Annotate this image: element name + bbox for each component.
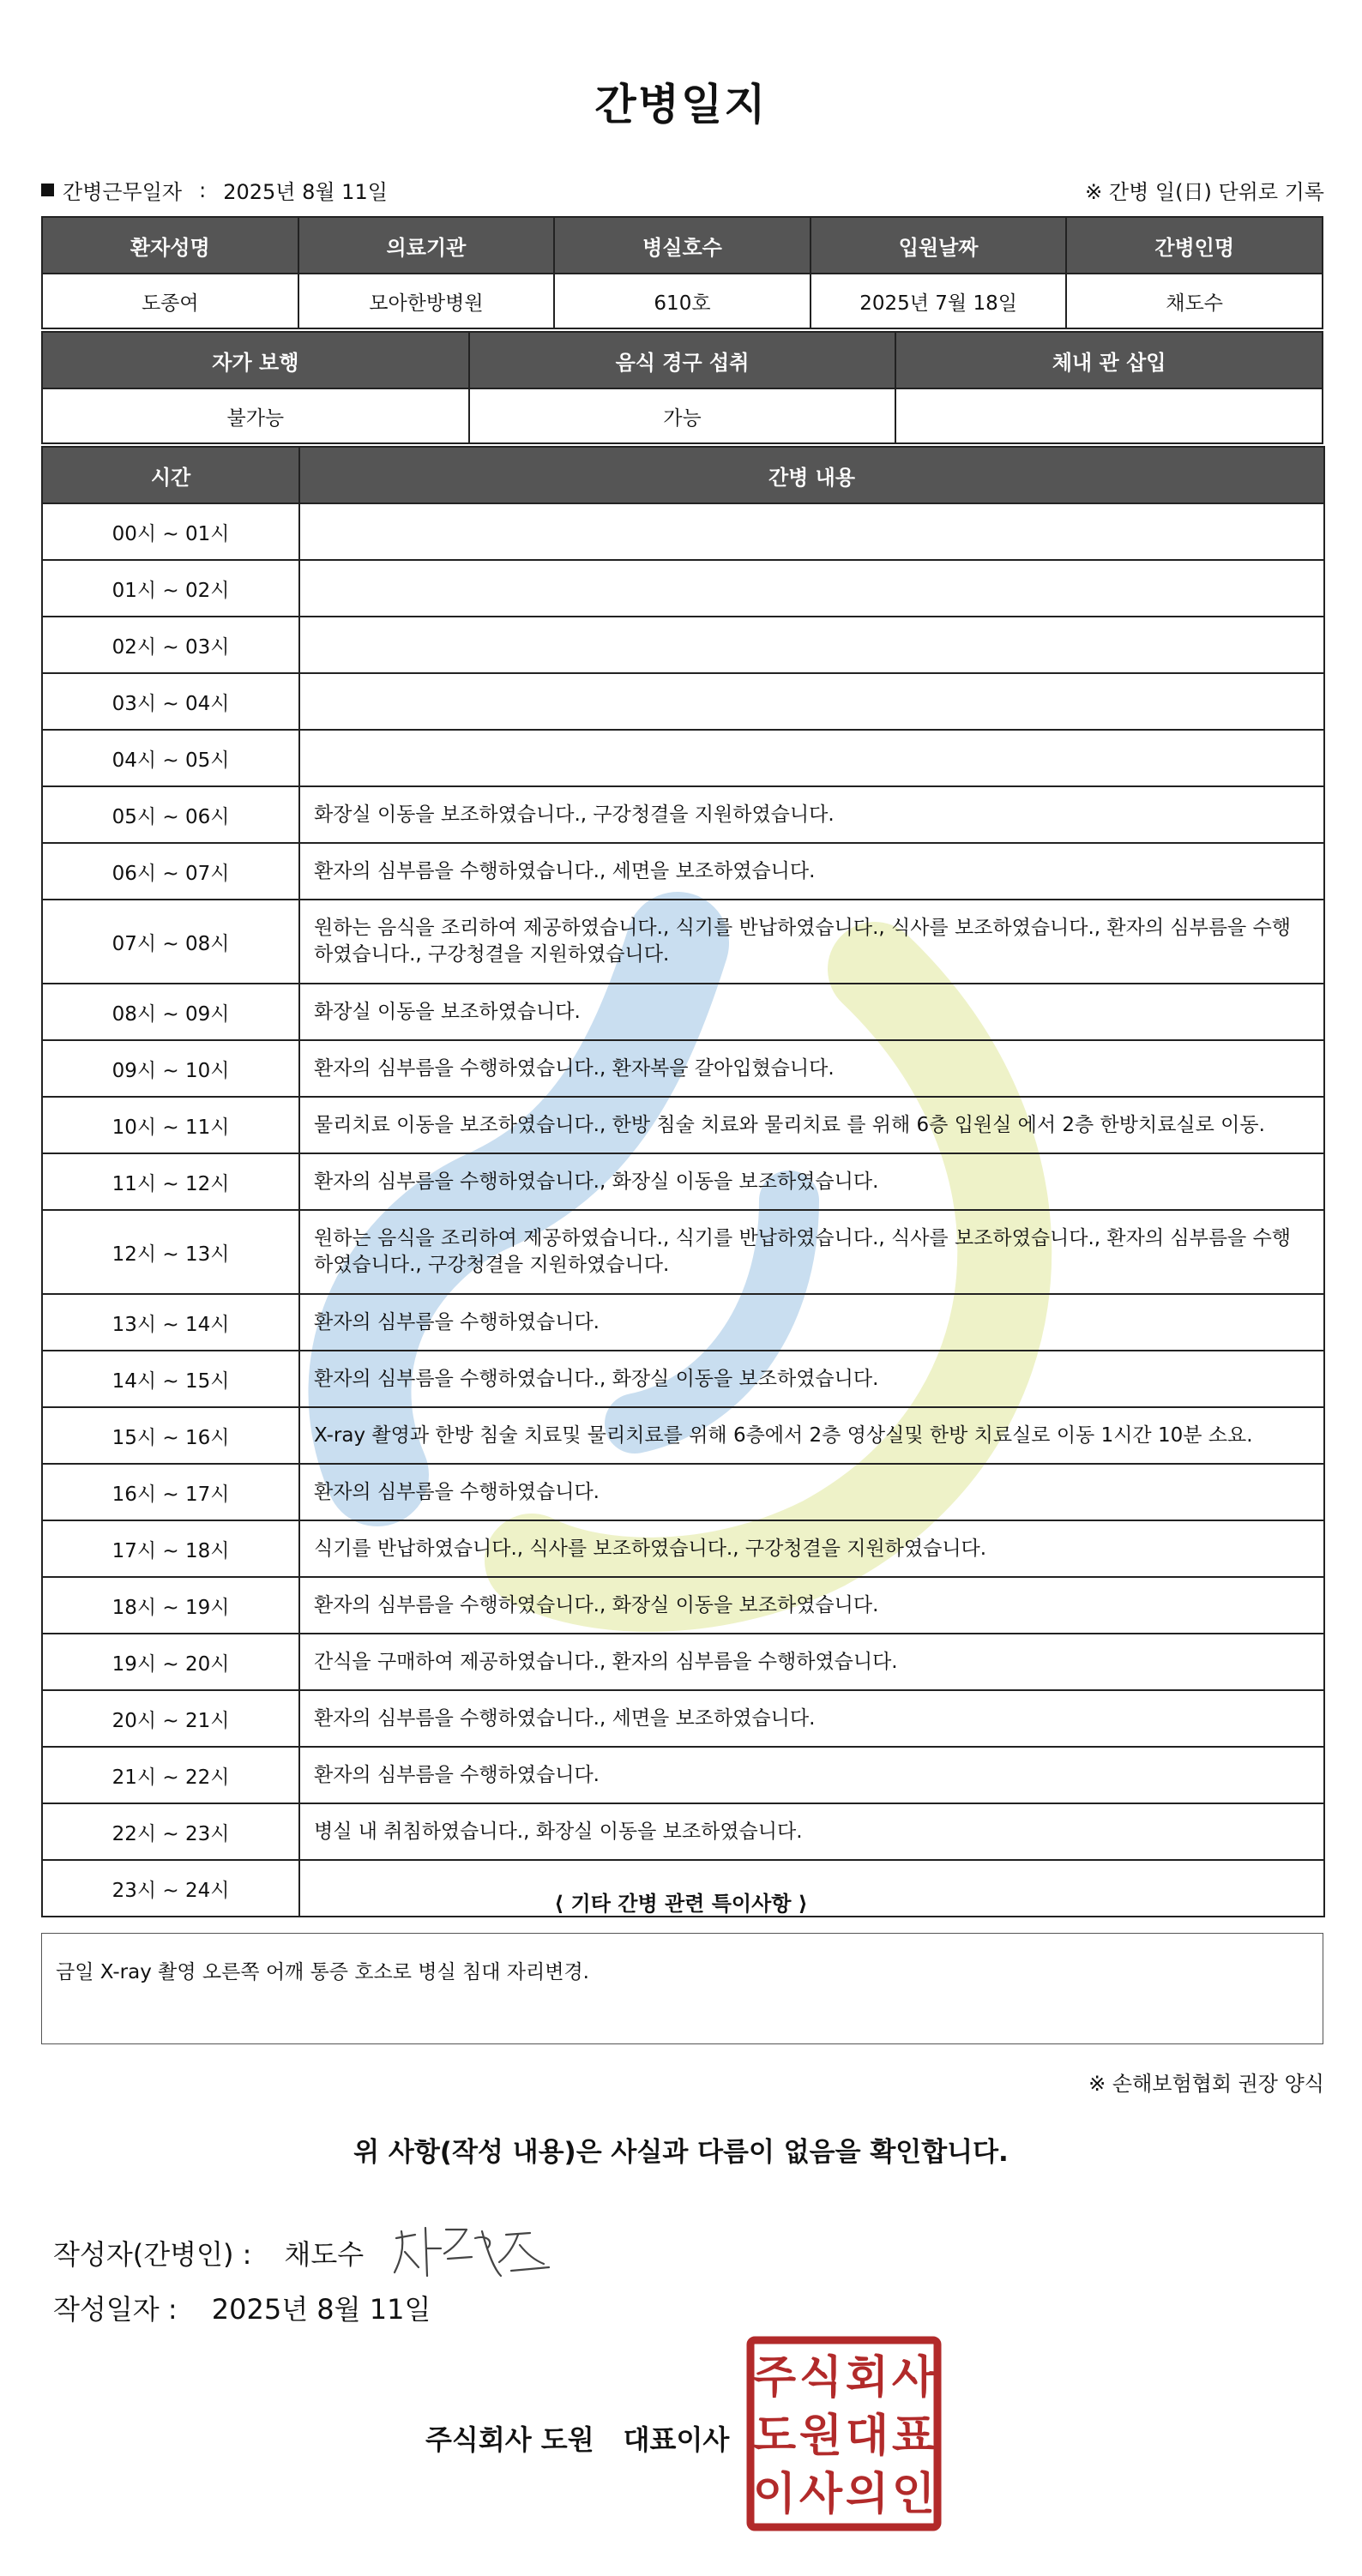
- table-row: [42, 1464, 1324, 1520]
- written-date-row: [53, 2288, 431, 2327]
- author-name: 채도수: [284, 2238, 365, 2271]
- seal-char: 사: [891, 2352, 936, 2404]
- time-cell: 09시 ~ 10시: [42, 1040, 299, 1097]
- table-row: [42, 843, 1324, 900]
- table-row: [42, 1634, 1324, 1690]
- patient-status-table: [41, 331, 1323, 444]
- seal-char: 사: [799, 2469, 843, 2520]
- time-cell: 13시 ~ 14시: [42, 1294, 299, 1351]
- time-cell: 22시 ~ 23시: [42, 1803, 299, 1860]
- company-name: 주식회사 도원: [425, 2423, 594, 2456]
- table-row: [42, 730, 1324, 786]
- work-date-separator: :: [199, 178, 207, 202]
- time-cell: 20시 ~ 21시: [42, 1690, 299, 1747]
- author-row: [53, 2223, 556, 2283]
- care-content-cell: 환자의 심부름을 수행하였습니다., 세면을 보조하였습니다.: [299, 1690, 1324, 1747]
- time-cell: 00시 ~ 01시: [42, 503, 299, 560]
- time-cell: 21시 ~ 22시: [42, 1747, 299, 1803]
- care-content-cell: [299, 503, 1324, 560]
- care-content-cell: 간식을 구매하여 제공하였습니다., 환자의 심부름을 수행하였습니다.: [299, 1634, 1324, 1690]
- time-cell: 03시 ~ 04시: [42, 673, 299, 730]
- care-content-cell: 식기를 반납하였습니다., 식사를 보조하였습니다., 구강청결을 지원하였습니다.: [299, 1520, 1324, 1577]
- seal-char: 의: [845, 2469, 889, 2520]
- tube-insertion-value: [895, 388, 1323, 443]
- form-source-note: ※ 손해보험협회 권장 양식: [1088, 2072, 1324, 2096]
- seal-char: 대: [845, 2410, 889, 2462]
- time-cell: 23시 ~ 24시: [42, 1860, 299, 1917]
- time-cell: 05시 ~ 06시: [42, 786, 299, 843]
- time-cell: 10시 ~ 11시: [42, 1097, 299, 1153]
- time-cell: 02시 ~ 03시: [42, 617, 299, 673]
- care-content-cell: 환자의 심부름을 수행하였습니다.: [299, 1464, 1324, 1520]
- header-patient-name: 환자성명: [42, 217, 298, 274]
- notes-title: ⟨ 기타 간병 관련 특이사항 ⟩: [554, 1892, 808, 1916]
- care-content-cell: [299, 730, 1324, 786]
- table-row: [42, 1520, 1324, 1577]
- seal-char: 이: [752, 2469, 797, 2520]
- unit-note: ※ 간병 일(日) 단위로 기록: [1085, 180, 1324, 204]
- self-walking-value: 불가능: [42, 388, 469, 443]
- table-row: [42, 1294, 1324, 1351]
- table-header-row: [42, 332, 1323, 388]
- page-title: 간병일지: [594, 80, 768, 129]
- patient-info-table: [41, 216, 1323, 329]
- company-title: 대표이사: [623, 2423, 730, 2456]
- time-cell: 07시 ~ 08시: [42, 900, 299, 984]
- table-row: [42, 1747, 1324, 1803]
- time-cell: 19시 ~ 20시: [42, 1634, 299, 1690]
- care-content-cell: X-ray 촬영과 한방 침술 치료및 물리치료를 위해 6층에서 2층 영상실및 한방 치료실로 이동 1시간 10분 소요.: [299, 1407, 1324, 1464]
- seal-char: 도: [752, 2410, 797, 2462]
- care-content-cell: 환자의 심부름을 수행하였습니다.: [299, 1747, 1324, 1803]
- seal-char: 인: [891, 2469, 936, 2520]
- confirmation-statement: 위 사항(작성 내용)은 사실과 다름이 없음을 확인합니다.: [353, 2137, 1009, 2168]
- time-cell: 15시 ~ 16시: [42, 1407, 299, 1464]
- seal-char: 회: [845, 2352, 889, 2404]
- patient-name: 도종여: [42, 274, 298, 328]
- seal-char: 표: [891, 2410, 936, 2462]
- work-date-row: [41, 175, 388, 205]
- time-cell: 14시 ~ 15시: [42, 1351, 299, 1407]
- table-row: [42, 1351, 1324, 1407]
- oral-intake-value: 가능: [469, 388, 896, 443]
- care-content-cell: 원하는 음식을 조리하여 제공하였습니다., 식기를 반납하였습니다., 식사를 보조하였습니다., 환자의 심부름을 수행하였습니다., 구강청결을 지원하였습니다.: [299, 900, 1324, 984]
- seal-char: 주: [752, 2352, 797, 2404]
- header-room-number: 병실호수: [554, 217, 811, 274]
- header-admission-date: 입원날짜: [811, 217, 1067, 274]
- time-cell: 16시 ~ 17시: [42, 1464, 299, 1520]
- table-header-row: [42, 217, 1323, 274]
- table-row: [42, 1210, 1324, 1294]
- table-row: [42, 1577, 1324, 1634]
- signature-icon: [393, 2223, 556, 2283]
- table-row: [42, 1690, 1324, 1747]
- table-row: [42, 1153, 1324, 1210]
- header-self-walking: 자가 보행: [42, 332, 469, 388]
- time-cell: 12시 ~ 13시: [42, 1210, 299, 1294]
- care-content-cell: 환자의 심부름을 수행하였습니다., 세면을 보조하였습니다.: [299, 843, 1324, 900]
- table-row: [42, 900, 1324, 984]
- care-content-cell: 환자의 심부름을 수행하였습니다., 화장실 이동을 보조하였습니다.: [299, 1577, 1324, 1634]
- time-cell: 11시 ~ 12시: [42, 1153, 299, 1210]
- table-header-row: [42, 447, 1324, 503]
- table-row: [42, 388, 1323, 443]
- care-content-cell: 병실 내 취침하였습니다., 화장실 이동을 보조하였습니다.: [299, 1803, 1324, 1860]
- table-row: [42, 786, 1324, 843]
- header-hospital: 의료기관: [298, 217, 555, 274]
- company-seal-stamp-icon: [746, 2336, 942, 2531]
- table-row: [42, 673, 1324, 730]
- bullet-square-icon: [41, 184, 54, 196]
- seal-char: 원: [799, 2410, 843, 2462]
- table-row: [42, 617, 1324, 673]
- written-date-value: 2025년 8월 11일: [211, 2293, 431, 2326]
- author-label: 작성자(간병인) :: [53, 2238, 252, 2271]
- written-date-label: 작성일자 :: [53, 2293, 178, 2326]
- time-cell: 17시 ~ 18시: [42, 1520, 299, 1577]
- care-content-cell: [299, 673, 1324, 730]
- caregiver-name: 채도수: [1066, 274, 1323, 328]
- time-cell: 04시 ~ 05시: [42, 730, 299, 786]
- table-row: [42, 503, 1324, 560]
- care-content-cell: 환자의 심부름을 수행하였습니다., 화장실 이동을 보조하였습니다.: [299, 1153, 1324, 1210]
- care-content-cell: 환자의 심부름을 수행하였습니다., 환자복을 갈아입혔습니다.: [299, 1040, 1324, 1097]
- care-content-cell: 화장실 이동을 보조하였습니다.: [299, 984, 1324, 1040]
- time-cell: 01시 ~ 02시: [42, 560, 299, 617]
- care-content-cell: 환자의 심부름을 수행하였습니다., 화장실 이동을 보조하였습니다.: [299, 1351, 1324, 1407]
- table-row: [42, 1407, 1324, 1464]
- hospital-name: 모아한방병원: [298, 274, 555, 328]
- time-cell: 18시 ~ 19시: [42, 1577, 299, 1634]
- care-content-cell: 원하는 음식을 조리하여 제공하였습니다., 식기를 반납하였습니다., 식사를 보조하였습니다., 환자의 심부름을 수행하였습니다., 구강청결을 지원하였습니다.: [299, 1210, 1324, 1294]
- notes-box: 금일 X-ray 촬영 오른쪽 어깨 통증 호소로 병실 침대 자리변경.: [41, 1933, 1323, 2044]
- time-cell: 08시 ~ 09시: [42, 984, 299, 1040]
- table-row: [42, 1803, 1324, 1860]
- table-row: [42, 1040, 1324, 1097]
- seal-char: 식: [799, 2352, 843, 2404]
- header-caregiver-name: 간병인명: [1066, 217, 1323, 274]
- care-content-cell: 화장실 이동을 보조하였습니다., 구강청결을 지원하였습니다.: [299, 786, 1324, 843]
- care-content-cell: 환자의 심부름을 수행하였습니다.: [299, 1294, 1324, 1351]
- header-tube-insertion: 체내 관 삽입: [895, 332, 1323, 388]
- care-content-cell: 물리치료 이동을 보조하였습니다., 한방 침술 치료와 물리치료 를 위해 6층 입원실 에서 2층 한방치료실로 이동.: [299, 1097, 1324, 1153]
- header-oral-intake: 음식 경구 섭취: [469, 332, 896, 388]
- work-date-label: 간병근무일자: [63, 180, 183, 204]
- table-row: [42, 984, 1324, 1040]
- log-rows: [42, 503, 1324, 1917]
- time-cell: 06시 ~ 07시: [42, 843, 299, 900]
- header-time: 시간: [42, 447, 299, 503]
- admission-date: 2025년 7월 18일: [811, 274, 1067, 328]
- header-care-content: 간병 내용: [299, 447, 1324, 503]
- care-content-cell: [299, 617, 1324, 673]
- table-row: [42, 1097, 1324, 1153]
- hourly-care-log-table: [41, 446, 1325, 1917]
- room-number: 610호: [554, 274, 811, 328]
- company-row: [425, 2418, 729, 2458]
- table-row: [42, 560, 1324, 617]
- care-content-cell: [299, 560, 1324, 617]
- table-row: [42, 274, 1323, 328]
- work-date-value: 2025년 8월 11일: [223, 180, 388, 204]
